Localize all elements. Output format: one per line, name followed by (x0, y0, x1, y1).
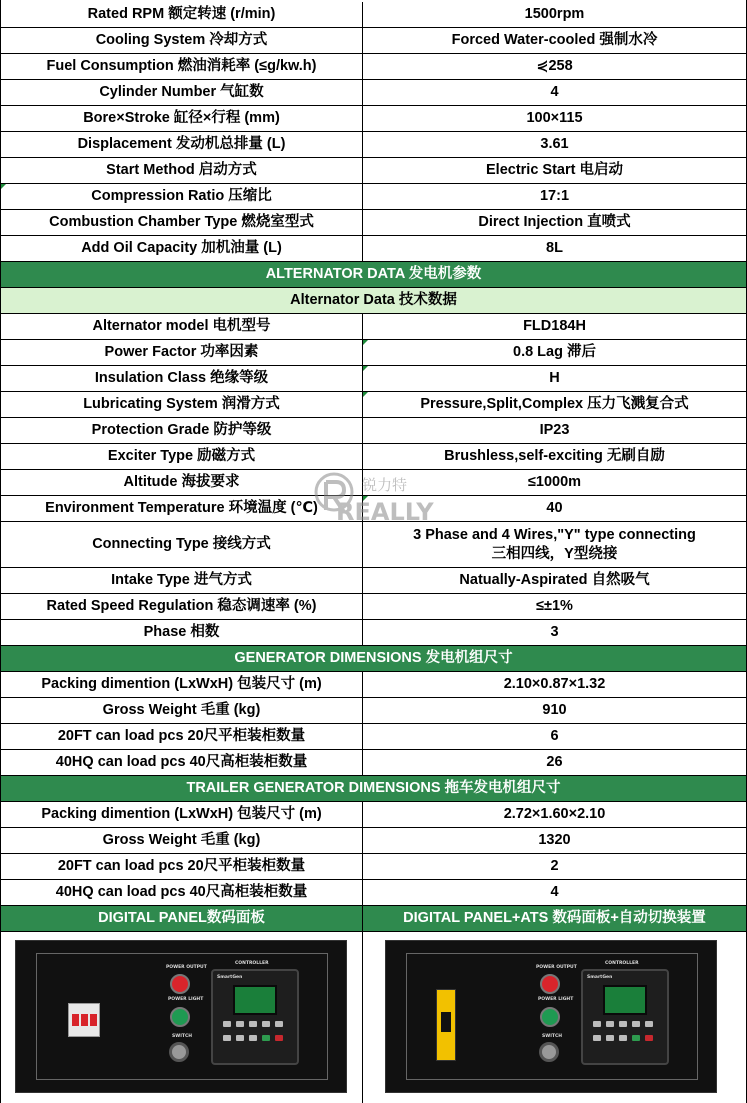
controller-button (606, 1021, 614, 1027)
spec-value (362, 106, 747, 132)
spec-label-text: Packing dimention (LxWxH) 包装尺寸 (m) (41, 676, 322, 693)
key-switch (169, 1042, 189, 1062)
spec-label-text: Power Factor 功率因素 (104, 344, 259, 361)
circuit-breaker (68, 1003, 100, 1037)
spec-value (362, 236, 747, 262)
spec-value (362, 854, 747, 880)
controller-button (593, 1021, 601, 1027)
watermark-en: REALLY (336, 498, 434, 526)
alternator-row (0, 470, 747, 496)
switch-label: SWITCH (172, 1034, 193, 1039)
spec-value-text: ⋞258 (536, 58, 573, 75)
spec-value-text: 2 (550, 858, 559, 875)
spec-label (0, 672, 362, 698)
spec-value (362, 802, 747, 828)
spec-label-text: Rated RPM 额定转速 (r/min) (87, 6, 276, 23)
power-output-lamp (170, 974, 190, 994)
spec-label-text: Bore×Stroke 缸径×行程 (mm) (83, 110, 280, 127)
spec-label-text: Cylinder Number 气缸数 (99, 84, 264, 101)
generator-row (0, 672, 747, 698)
power-light-lamp (540, 1007, 560, 1027)
digital-panel-ats-photo (385, 940, 717, 1093)
spec-value-text: H (549, 370, 560, 387)
controller-button (275, 1021, 283, 1027)
controller-button (262, 1035, 270, 1041)
engine-row (0, 236, 747, 262)
cell-comment-marker (363, 392, 368, 397)
spec-label (0, 392, 362, 418)
cell-comment-marker (363, 366, 368, 371)
cell-comment-marker (1, 184, 6, 189)
spec-label-text: Environment Temperature 环境温度 (℃) (45, 500, 318, 517)
engine-row (0, 28, 747, 54)
spec-label (0, 314, 362, 340)
controller-button (262, 1021, 270, 1027)
switch-label: SWITCH (542, 1034, 563, 1039)
spec-value-text: Pressure,Split,Complex 压力飞溅复合式 (420, 396, 689, 413)
spec-value-text: Forced Water-cooled 强制水冷 (451, 32, 658, 49)
spec-value (362, 750, 747, 776)
spec-label (0, 340, 362, 366)
generator-row (0, 698, 747, 724)
digital-panel-photo (15, 940, 347, 1093)
controller-button (606, 1035, 614, 1041)
spec-label-text: Lubricating System 润滑方式 (83, 396, 280, 413)
spec-value-text: 4 (550, 84, 559, 101)
alternator-row (0, 444, 747, 470)
spec-label (0, 210, 362, 236)
spec-label (0, 880, 362, 906)
spec-label-text: Connecting Type 接线方式 (92, 536, 271, 553)
power-output-label: POWER OUTPUT (536, 965, 577, 970)
spec-value-line2: 三相四线，Y型绕接 (491, 545, 618, 562)
ats-handle (441, 1012, 451, 1032)
spec-label (0, 698, 362, 724)
spec-value (362, 418, 747, 444)
spec-value (362, 28, 747, 54)
power-light-label: POWER LIGHT (538, 997, 574, 1002)
alternator-row (0, 418, 747, 444)
spec-value (362, 672, 747, 698)
controller-button (619, 1021, 627, 1027)
spec-value-text: ≤±1% (536, 598, 573, 615)
alternator-row (0, 392, 747, 418)
spec-value (362, 522, 747, 568)
controller-button (236, 1035, 244, 1041)
spec-label (0, 158, 362, 184)
breaker-pole (90, 1014, 97, 1026)
spec-value-text: 2.10×0.87×1.32 (503, 676, 606, 693)
spec-value-text: Brushless,self-exciting 无刷自励 (444, 448, 665, 465)
controller-button (223, 1021, 231, 1027)
alternator-row (0, 620, 747, 646)
controller-label: CONTROLLER (235, 961, 269, 966)
breaker-pole (81, 1014, 88, 1026)
trailer-header-title: TRAILER GENERATOR DIMENSIONS 拖车发电机组尺寸 (0, 776, 747, 802)
spec-value (362, 54, 747, 80)
spec-label (0, 522, 362, 568)
spec-label-text: Intake Type 进气方式 (111, 572, 252, 589)
power-light-label: POWER LIGHT (168, 997, 204, 1002)
panel-header-left: DIGITAL PANEL数码面板 (0, 906, 362, 932)
spec-value-text: 3.61 (540, 136, 569, 153)
spec-label (0, 620, 362, 646)
engine-row (0, 106, 747, 132)
spec-value-text: 910 (542, 702, 567, 719)
breaker-pole (72, 1014, 79, 1026)
spec-value (362, 828, 747, 854)
spec-value-text: 2.72×1.60×2.10 (503, 806, 606, 823)
spec-value-text: 3 (550, 624, 559, 641)
spec-label (0, 750, 362, 776)
alternator-row (0, 594, 747, 620)
ats-switch (436, 989, 456, 1061)
controller-lcd (233, 985, 277, 1015)
spec-label-text: Exciter Type 励磁方式 (107, 448, 256, 465)
engine-row (0, 80, 747, 106)
cell-comment-marker (363, 496, 368, 501)
watermark-cn: 锐力特 (362, 476, 408, 494)
spec-value (362, 80, 747, 106)
panel-cell-right (362, 932, 747, 1103)
spec-label (0, 496, 362, 522)
spec-value-text: Direct Injection 直喷式 (478, 214, 631, 231)
spec-label (0, 802, 362, 828)
spec-value (362, 880, 747, 906)
spec-label (0, 470, 362, 496)
power-light-lamp (170, 1007, 190, 1027)
spec-value (362, 210, 747, 236)
engine-row (0, 210, 747, 236)
spec-label (0, 106, 362, 132)
power-output-lamp (540, 974, 560, 994)
alternator-row (0, 340, 747, 366)
spec-label (0, 2, 362, 28)
key-switch (539, 1042, 559, 1062)
spec-label (0, 80, 362, 106)
spec-label-text: Start Method 启动方式 (106, 162, 257, 179)
spec-label-text: Rated Speed Regulation 稳态调速率 (%) (46, 598, 317, 615)
spec-label-text: Add Oil Capacity 加机油量 (L) (81, 240, 282, 257)
spec-label-text: 40HQ can load pcs 40尺高柜装柜数量 (55, 884, 308, 901)
spec-label (0, 132, 362, 158)
alternator-header (0, 262, 747, 288)
spec-value (362, 620, 747, 646)
spec-value-text: 1500rpm (524, 6, 585, 23)
spec-value (362, 366, 747, 392)
spec-value-text: 0.8 Lag 滞后 (513, 344, 596, 361)
generator-row (0, 750, 747, 776)
spec-label (0, 854, 362, 880)
spec-label (0, 366, 362, 392)
alternator-row (0, 366, 747, 392)
spec-value-text: Natually-Aspirated 自然吸气 (459, 572, 650, 589)
alternator-row (0, 314, 747, 340)
controller-button (619, 1035, 627, 1041)
spec-label-text: Cooling System 冷却方式 (95, 32, 268, 49)
trailer-row (0, 880, 747, 906)
controller-button (236, 1021, 244, 1027)
spec-value (362, 724, 747, 750)
spec-value (362, 392, 747, 418)
engine-row (0, 184, 747, 210)
smartgen-controller (581, 961, 669, 1065)
spec-value-text: 40 (546, 500, 563, 517)
alternator-row (0, 568, 747, 594)
spec-label (0, 568, 362, 594)
spec-label-text: Fuel Consumption 燃油消耗率 (≤g/kw.h) (46, 58, 317, 75)
spec-label (0, 418, 362, 444)
spec-label (0, 724, 362, 750)
spec-value (362, 470, 747, 496)
spec-value (362, 496, 747, 522)
spec-label-text: Insulation Class 绝缘等级 (94, 370, 269, 387)
panel-header-row (0, 906, 747, 932)
spec-value-text: 26 (546, 754, 563, 771)
spec-label-text: 40HQ can load pcs 40尺高柜装柜数量 (55, 754, 308, 771)
spec-value-text: 1320 (538, 832, 571, 849)
generator-header (0, 646, 747, 672)
spec-label (0, 594, 362, 620)
panel-header-right: DIGITAL PANEL+ATS 数码面板+自动切换装置 (362, 906, 747, 932)
engine-row (0, 2, 747, 28)
spec-value (362, 132, 747, 158)
spec-value-text: 100×115 (526, 110, 583, 127)
spec-label (0, 184, 362, 210)
power-output-label: POWER OUTPUT (166, 965, 207, 970)
spec-value (362, 568, 747, 594)
controller-button (223, 1035, 231, 1041)
panel-image-row (0, 932, 747, 1103)
alternator-subheader (0, 288, 747, 314)
spec-label-text: Gross Weight 毛重 (kg) (102, 702, 261, 719)
spec-value (362, 2, 747, 28)
spec-label-text: Phase 相数 (143, 624, 220, 641)
trailer-row (0, 828, 747, 854)
spec-value-text: 4 (550, 884, 559, 901)
spec-value (362, 444, 747, 470)
spec-label (0, 28, 362, 54)
spec-label-text: Compression Ratio 压缩比 (91, 188, 272, 205)
trailer-row (0, 802, 747, 828)
controller-button (249, 1021, 257, 1027)
controller-button (645, 1021, 653, 1027)
spec-value-line1: 3 Phase and 4 Wires,"Y" type connecting (413, 527, 696, 544)
smartgen-controller (211, 961, 299, 1065)
spec-value (362, 698, 747, 724)
spec-value (362, 340, 747, 366)
spec-label-text: Protection Grade 防护等级 (91, 422, 272, 439)
trailer-row (0, 854, 747, 880)
spec-value-text: 17:1 (539, 188, 570, 205)
spec-label-text: 20FT can load pcs 20尺平柜装柜数量 (57, 858, 306, 875)
controller-button (593, 1035, 601, 1041)
spec-value (362, 158, 747, 184)
alternator-subheader-title: Alternator Data 技术数据 (0, 288, 747, 314)
brand-label: SmartGen (587, 975, 613, 980)
brand-label: SmartGen (217, 975, 243, 980)
engine-row (0, 158, 747, 184)
spec-label (0, 54, 362, 80)
alternator-header-title: ALTERNATOR DATA 发电机参数 (0, 262, 747, 288)
spec-value-text: 8L (546, 240, 563, 257)
controller-button (275, 1035, 283, 1041)
generator-row (0, 724, 747, 750)
spec-label-text: Altitude 海拔要求 (123, 474, 240, 491)
spec-label (0, 444, 362, 470)
cell-comment-marker (363, 340, 368, 345)
spec-label-text: Packing dimention (LxWxH) 包装尺寸 (m) (41, 806, 322, 823)
engine-row (0, 54, 747, 80)
controller-button (249, 1035, 257, 1041)
spec-label (0, 828, 362, 854)
spec-value-text: IP23 (539, 422, 570, 439)
spec-value (362, 594, 747, 620)
controller-label: CONTROLLER (605, 961, 639, 966)
spec-label-text: 20FT can load pcs 20尺平柜装柜数量 (57, 728, 306, 745)
spec-value (362, 184, 747, 210)
engine-row (0, 132, 747, 158)
panel-cell-left (0, 932, 362, 1103)
trailer-header (0, 776, 747, 802)
spec-value-text: FLD184H (523, 318, 586, 335)
controller-button (632, 1021, 640, 1027)
spec-label-text: Alternator model 电机型号 (92, 318, 271, 335)
spec-value (362, 314, 747, 340)
spec-label-text: Combustion Chamber Type 燃烧室型式 (49, 214, 314, 231)
generator-header-title: GENERATOR DIMENSIONS 发电机组尺寸 (0, 646, 747, 672)
spec-value-text: Electric Start 电启动 (486, 162, 623, 179)
controller-lcd (603, 985, 647, 1015)
controller-button (645, 1035, 653, 1041)
controller-button (632, 1035, 640, 1041)
spec-label-text: Displacement 发动机总排量 (L) (77, 136, 286, 153)
connecting-row (0, 522, 747, 568)
spec-label-text: Gross Weight 毛重 (kg) (102, 832, 261, 849)
spec-value-text: 6 (550, 728, 559, 745)
spec-label (0, 236, 362, 262)
alternator-row (0, 496, 747, 522)
spec-value-text: ≤1000m (527, 474, 582, 491)
